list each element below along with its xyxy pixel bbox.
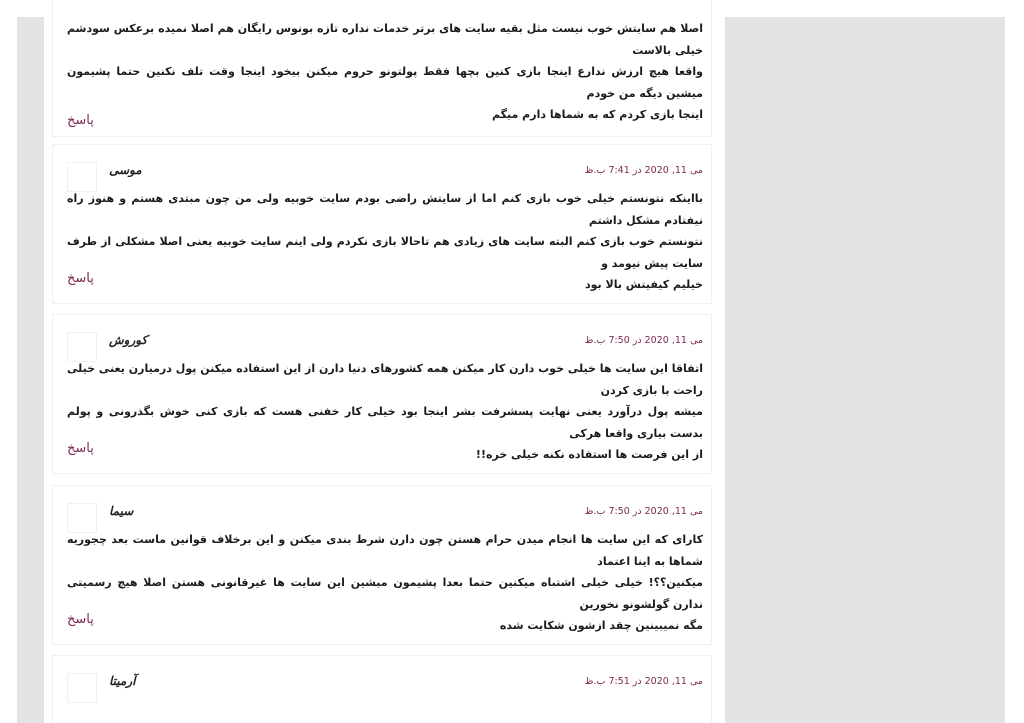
comment-date[interactable]: می 11, 2020 در 7:50 ب.ظ	[584, 506, 703, 517]
comment-body	[67, 188, 703, 296]
comment-line: کارای که این سایت ها انجام میدن حرام هستن چون دارن شرط بندی میکنن و این برخلاف قوانین ماست بعد چجوریه شماها به اینا اعتماد	[67, 533, 703, 568]
comment-card	[52, 144, 712, 304]
comment-body	[67, 18, 703, 126]
reply-link[interactable]: پاسخ	[67, 113, 94, 128]
comment-line: از این فرصت ها استفاده نکنه خیلی خره!!	[475, 448, 703, 461]
comment-date[interactable]: می 11, 2020 در 7:41 ب.ظ	[584, 165, 703, 176]
comment-date[interactable]: می 11, 2020 در 7:50 ب.ظ	[584, 335, 703, 346]
comment-author[interactable]: آرمیتا	[109, 674, 136, 688]
reply-link[interactable]: پاسخ	[67, 441, 94, 456]
comment-card	[52, 485, 712, 645]
comment-line: واقعا هیچ ارزش ندارع اینجا بازی کنین بچها فقط پولتونو حروم میکنن بیخود اینجا وقت تلف نکنین حتما پشیمون میشین دیگه من خودم	[67, 65, 703, 100]
comment-line: میشه پول درآورد یعنی نهایت پسشرفت بشر اینجا بود خیلی کار خفنی هست که بازی کنی خوش بگذرونی و پولم بدست بیاری واقعا هرکی	[67, 405, 703, 440]
comment-line: نتونستم خوب بازی کنم البته سایت های زیادی هم تاحالا بازی نکردم ولی اینم سایت خوبیه یعنی اصلا مشکلی از طرف سایت پیش نیومد و	[67, 235, 703, 270]
comment-author[interactable]: سیما	[109, 504, 134, 518]
comment-line: اینجا بازی کردم که به شماها دارم میگم	[492, 108, 703, 121]
page-background	[17, 17, 1005, 723]
comment-date[interactable]: می 11, 2020 در 7:51 ب.ظ	[584, 676, 703, 687]
comment-body	[67, 529, 703, 637]
comment-card	[52, 314, 712, 474]
comment-card	[52, 655, 712, 723]
reply-link[interactable]: پاسخ	[67, 612, 94, 627]
comment-author[interactable]: موسی	[109, 163, 142, 177]
comment-card	[52, 0, 712, 137]
comment-line: بااینکه نتونستم خیلی خوب بازی کنم اما از سایتش راضی بودم سایت خوبیه ولی من چون مبتدی هستم و هنوز راه نیفتادم مشکل داشتم	[67, 192, 703, 227]
comment-line: خیلیم کیفیتش بالا بود	[585, 278, 703, 291]
comment-line: میکنین؟؟! خیلی خیلی اشتباه میکنین حتما بعدا پشیمون میشین این سایت ها غیرقانونی هستن اصلا هیچ رسمیتی ندارن گولشونو نخورین	[67, 576, 703, 611]
comments-column	[44, 17, 725, 723]
comment-author[interactable]: کوروش	[109, 333, 148, 347]
comment-line: اتفاقا این سایت ها خیلی خوب دارن کار میکنن همه کشورهای دنیا دارن از این استفاده میکنن پول درمیارن یعنی خیلی راحت با بازی کردن	[67, 362, 703, 397]
comment-body	[67, 358, 703, 466]
comment-line: اصلا هم سایتش خوب نیست مثل بقیه سایت های برتر خدمات نداره تازه بونوس رایگان هم اصلا نمیده برعکس سودشم خیلی بالاست	[67, 22, 703, 57]
comment-line: مگه نمیبینین چقد ازشون شکایت شده	[499, 619, 703, 632]
reply-link[interactable]: پاسخ	[67, 271, 94, 286]
avatar	[67, 673, 97, 703]
